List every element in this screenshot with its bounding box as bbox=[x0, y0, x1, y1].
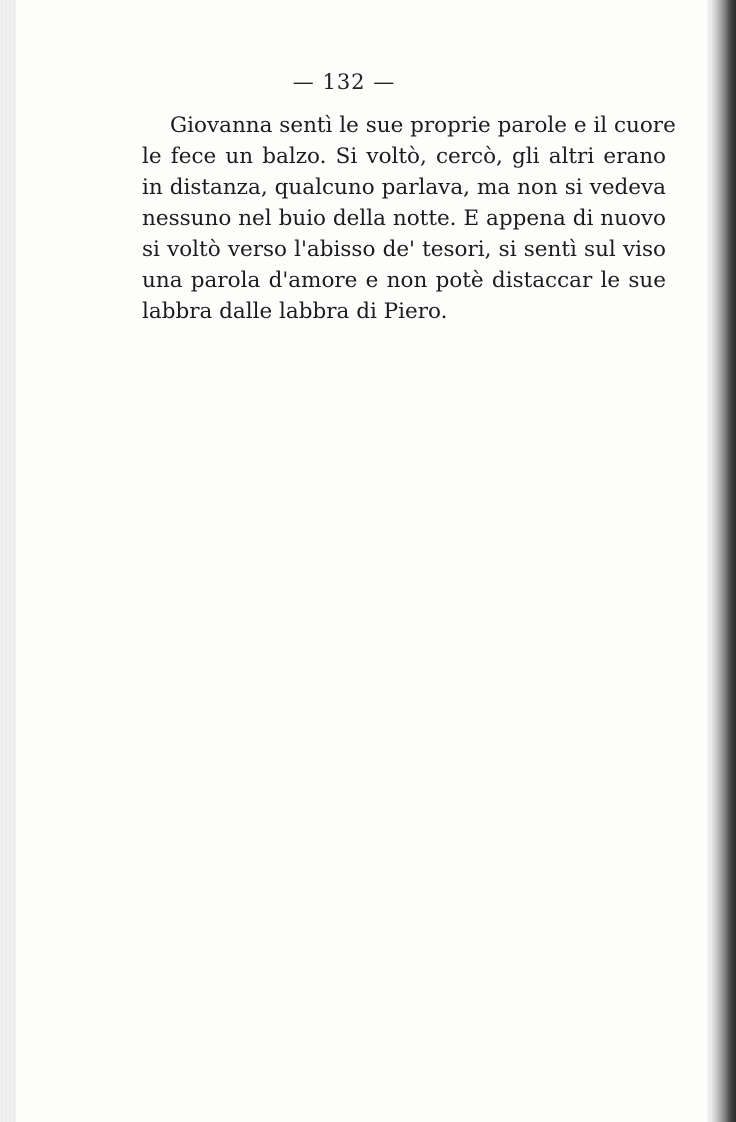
paragraph-line-6: una parola d'amore e non potè distaccar le sue bbox=[142, 268, 666, 293]
paragraph-line-2: le fece un balzo. Si voltò, cercò, gli altri erano bbox=[142, 144, 666, 169]
paragraph bbox=[142, 110, 676, 327]
page-right-edge bbox=[710, 0, 736, 1122]
paragraph-line-7: labbra dalle labbra di Piero. bbox=[142, 299, 448, 324]
paragraph-line-1: Giovanna sentì le sue proprie parole e il cuore bbox=[170, 113, 676, 138]
paragraph-line-3: in distanza, qualcuno parlava, ma non si vedeva bbox=[142, 175, 666, 200]
paragraph-line-5: si voltò verso l'abisso de' tesori, si sentì sul viso bbox=[142, 237, 666, 262]
paragraph-line-4: nessuno nel buio della notte. E appena di nuovo bbox=[142, 206, 666, 231]
page-left-edge bbox=[0, 0, 16, 1122]
page-number: — 132 — bbox=[292, 70, 396, 94]
